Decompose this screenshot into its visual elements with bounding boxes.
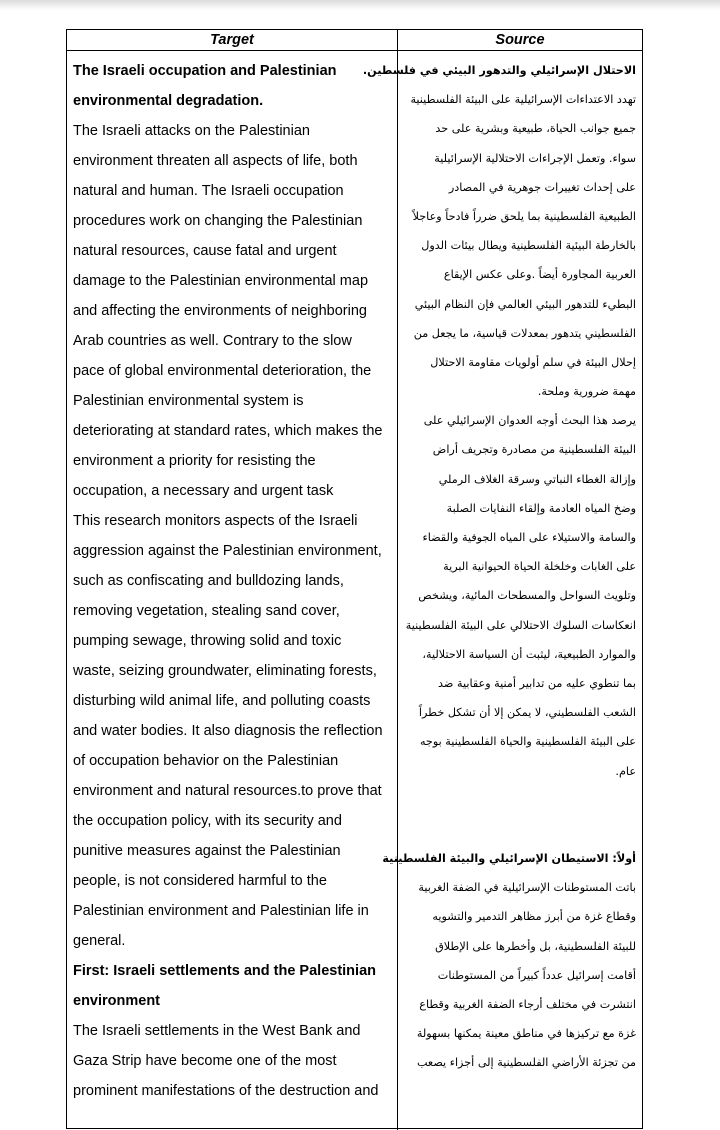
column-divider [397, 30, 398, 1130]
source-text-line: انتشرت في مختلف أرجاء الضفة الغربية وقطاع [419, 998, 636, 1012]
target-text-line: removing vegetation, stealing sand cover, [73, 603, 340, 619]
target-text-line: The Israeli attacks on the Palestinian [73, 123, 310, 139]
source-text-line: إحلال البيئة في سلم أولويات مقاومة الاحتلال [430, 355, 636, 369]
target-text-line: environment a priority for resisting the [73, 453, 316, 469]
target-text-line: The Israeli settlements in the West Bank and [73, 1023, 361, 1039]
source-text-line: جميع جوانب الحياة، طبيعية وبشرية على حد [435, 122, 636, 136]
target-text-line: deteriorating at standard rates, which makes the [73, 423, 383, 439]
target-column-header: Target [210, 32, 254, 48]
target-text-line: disturbing wild animal life, and polluting coasts [73, 693, 371, 709]
source-text-line: وتلويث السواحل والمسطحات المائية، ويشخص [418, 589, 636, 603]
target-text-line: natural and human. The Israeli occupation [73, 183, 344, 199]
source-text-line: بما تنطوي عليه من تدابير أمنية وعقابية ضد [438, 676, 636, 690]
target-text-line: procedures work on changing the Palestinian [73, 213, 363, 229]
source-text-line: الطبيعية الفلسطينية بما يلحق ضرراً فادحاً وعاجلاً [412, 209, 636, 223]
source-text-line: تهدد الاعتداءات الإسرائيلية على البيئة الفلسطينية [410, 93, 636, 107]
target-text-line: damage to the Palestinian environmental map [73, 273, 369, 289]
source-text-line: والموارد الطبيعية، ليثبت أن السياسة الاحتلالية، [422, 647, 636, 661]
source-text-line: انعكاسات السلوك الاحتلالي على البيئة الفلسطينية [405, 618, 636, 632]
target-text-line: Arab countries as well. Contrary to the slow [73, 333, 352, 349]
target-text-line: environment threaten all aspects of life, both [73, 153, 358, 169]
target-text-line: pumping sewage, throwing solid and toxic [73, 633, 342, 649]
target-text-line: aggression against the Palestinian environment, [73, 543, 382, 559]
source-text-line: وإزالة الغطاء النباتي وسرقة الغلاف الرملي [438, 472, 636, 486]
target-text-line: waste, seizing groundwater, eliminating forests, [73, 663, 377, 679]
source-text-line: باتت المستوطنات الإسرائيلية في الضفة الغربية [418, 881, 636, 895]
target-text-line: general. [73, 933, 126, 949]
source-text-line: يرصد هذا البحث أوجه العدوان الإسرائيلي على [423, 414, 636, 428]
source-text-line: غزة مع تركيزها في مناطق معينة يمكنها بسهولة [416, 1027, 636, 1041]
source-text-line: سواء. وتعمل الإجراءات الاحتلالية الإسرائيلية [434, 151, 636, 165]
source-text-column [362, 56, 636, 1078]
source-heading-line: أولاً: الاستيطان الإسرائيلي والبيئة الفلسطينية [382, 852, 636, 866]
target-text-line: and water bodies. It also diagnosis the reflection [73, 723, 383, 739]
source-text-line: للبيئة الفلسطينية، بل وأخطرها على الإطلاق [435, 939, 636, 953]
source-text-line: مهمة ضرورية وملحة. [537, 385, 636, 399]
source-gap [400, 786, 636, 844]
source-text-line: على الغابات وخلخلة الحياة الحيوانية البرية [443, 560, 636, 574]
target-text-line: such as confiscating and bulldozing lands, [73, 573, 344, 589]
source-text-line: والسامة والاستيلاء على المياه الجوفية والقضاء [422, 531, 636, 544]
target-text-line: the occupation policy, with its security and [73, 813, 342, 829]
target-text-line: This research monitors aspects of the Israeli [73, 513, 358, 529]
source-text-line: من تجزئة الأراضي الفلسطينية إلى أجزاء يصعب [416, 1056, 636, 1070]
source-text-line: الشعب الفلسطيني، لا يمكن إلا أن تشكل خطراً [418, 706, 636, 720]
source-title-line: الاحتلال الإسرائيلي والتدهور البيئي في فلسطين. [362, 64, 636, 77]
target-text-column [73, 56, 395, 1106]
target-text-line: pace of global environmental deterioration, the [73, 363, 372, 379]
target-text-line: punitive measures against the Palestinian [73, 843, 341, 859]
target-text-line: Palestinian environment and Palestinian life in [73, 903, 369, 919]
source-column-header: Source [495, 32, 545, 48]
target-text-line: Gaza Strip have become one of the most [73, 1053, 337, 1069]
source-text-line: عام. [615, 764, 636, 778]
source-text-line: الفلسطيني يتدهور بمعدلات قياسية، ما يجعل من [413, 326, 636, 340]
source-text-line: وقطاع غزة من أبرز مظاهر التدمير والتشويه [432, 910, 636, 924]
target-title-line: environmental degradation. [73, 93, 264, 109]
source-text-line: أقامت إسرائيل عدداً كبيراً من المستوطنات [437, 968, 636, 982]
target-text-line: occupation, a necessary and urgent task [73, 483, 334, 499]
target-heading-line: First: Israeli settlements and the Palestinian [73, 963, 376, 979]
target-text-line: Palestinian environmental system is [73, 393, 304, 409]
target-heading-line: environment [73, 993, 161, 1009]
source-text-line: على البيئة الفلسطينية والحياة الفلسطينية بوجه [419, 735, 636, 749]
source-text-line: العربية المجاورة أيضاً .وعلى عكس الإيقاع [443, 268, 636, 282]
table-header-row [67, 30, 642, 51]
target-text-line: environment and natural resources.to prove that [73, 783, 382, 799]
source-text-line: بالخارطة البيئية الفلسطينية ويطال بيئات الدول [421, 239, 636, 253]
source-text-line: على إحداث تغييرات جوهرية في المصادر [448, 180, 636, 194]
source-text-line: البطيء للتدهور البيئي العالمي فإن النظام البيئي [414, 297, 636, 311]
target-text-line: of occupation behavior on the Palestinian [73, 753, 339, 769]
page-top-shadow [0, 0, 720, 10]
source-text-line: البيئة الفلسطينية من مصادرة وتجريف أراض [432, 443, 636, 457]
target-text-line: prominent manifestations of the destruction and [73, 1083, 379, 1099]
target-text-line: people, is not considered harmful to the [73, 873, 327, 889]
target-text-line: and affecting the environments of neighboring [73, 303, 367, 319]
target-text-line: natural resources, cause fatal and urgent [73, 243, 337, 259]
source-text-line: وضخ المياه العادمة وإلقاء النفايات الصلبة [446, 501, 636, 515]
target-title-line: The Israeli occupation and Palestinian [73, 63, 337, 79]
